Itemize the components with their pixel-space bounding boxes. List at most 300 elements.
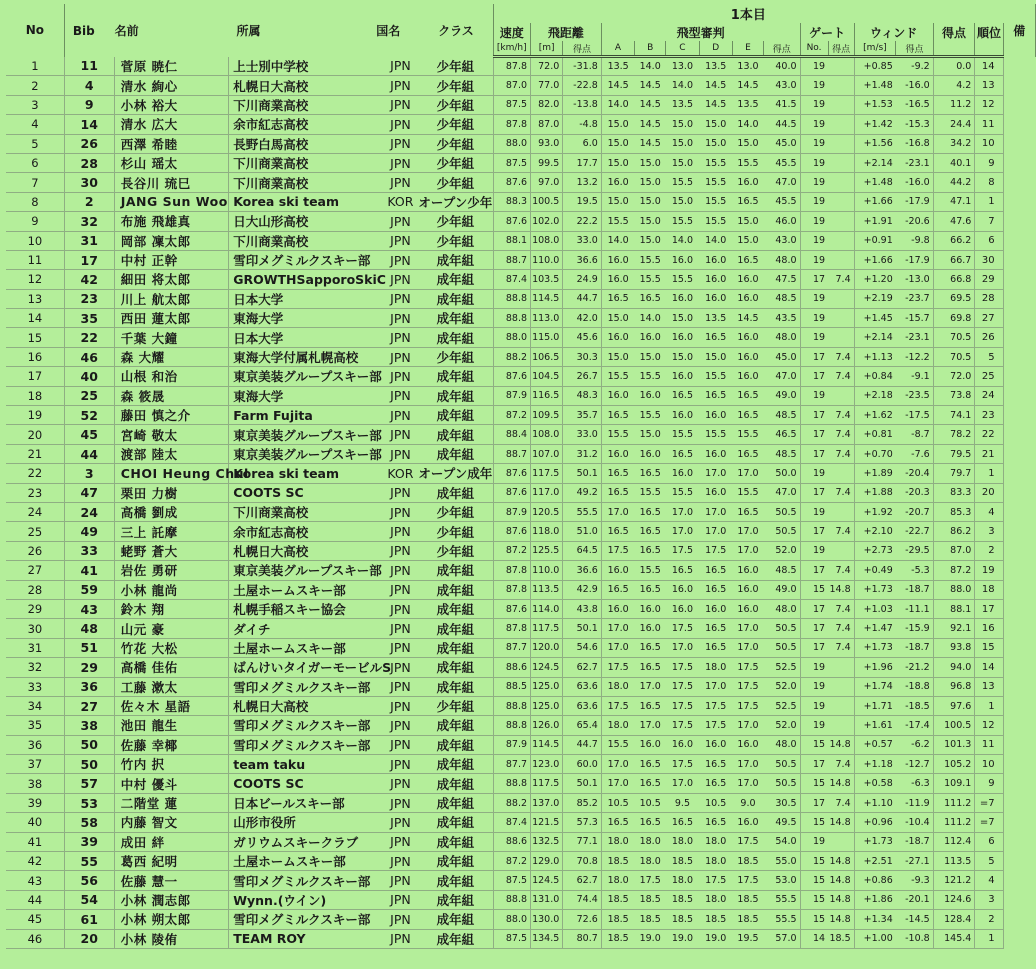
athlete-nation: JPN <box>383 735 418 754</box>
row-no: 44 <box>6 890 64 909</box>
athlete-class: 少年組 <box>418 696 493 715</box>
wind-speed: +1.96 <box>854 658 896 677</box>
speed-value: 88.1 <box>493 231 530 250</box>
gate-number: 19 <box>800 173 828 192</box>
row-no: 5 <box>6 134 64 153</box>
gate-number: 19 <box>800 541 828 560</box>
judge-points: 52.5 <box>764 658 800 677</box>
judge-points: 50.5 <box>764 619 800 638</box>
judge-c-score: 17.5 <box>666 658 699 677</box>
table-row <box>6 561 1036 580</box>
athlete-name: 杉山 瑶太 <box>114 153 228 172</box>
athlete-nation: JPN <box>383 793 418 812</box>
judge-a-score: 15.0 <box>601 347 634 366</box>
judge-points: 48.5 <box>764 444 800 463</box>
wind-points: -18.5 <box>896 696 933 715</box>
speed-value: 87.6 <box>493 599 530 618</box>
judge-d-score: 18.5 <box>699 910 732 929</box>
total-points: 93.8 <box>933 638 975 657</box>
total-points: 121.2 <box>933 871 975 890</box>
rank-value: 13 <box>975 677 1003 696</box>
athlete-class: 成年組 <box>418 793 493 812</box>
wind-speed: +1.47 <box>854 619 896 638</box>
judge-points: 53.0 <box>764 871 800 890</box>
judge-c-score: 15.0 <box>666 309 699 328</box>
table-header <box>6 4 1036 57</box>
judge-points: 43.5 <box>764 309 800 328</box>
wind-speed: +1.10 <box>854 793 896 812</box>
judge-c-score: 16.0 <box>666 599 699 618</box>
judge-c-score: 15.5 <box>666 425 699 444</box>
wind-points: -20.1 <box>896 890 933 909</box>
judge-d-score: 18.0 <box>699 890 732 909</box>
athlete-class: 成年組 <box>418 599 493 618</box>
judge-points: 43.0 <box>764 76 800 95</box>
judge-a-score: 13.5 <box>601 57 634 76</box>
rank-value: 1 <box>975 696 1003 715</box>
athlete-nation: JPN <box>383 716 418 735</box>
distance-value: 124.5 <box>531 871 563 890</box>
athlete-affiliation: 札幌手稲スキー協会 <box>229 599 383 618</box>
row-bib: 29 <box>64 658 114 677</box>
gate-number: 15 <box>800 774 828 793</box>
distance-value: 108.0 <box>531 231 563 250</box>
distance-points: 74.4 <box>563 890 602 909</box>
row-bib: 53 <box>64 793 114 812</box>
gate-number: 19 <box>800 716 828 735</box>
athlete-class: 少年組 <box>418 347 493 366</box>
wind-points: -20.7 <box>896 502 933 521</box>
gate-number: 17 <box>800 638 828 657</box>
judge-e-score: 17.0 <box>732 464 763 483</box>
athlete-nation: JPN <box>383 289 418 308</box>
table-row <box>6 250 1036 269</box>
judge-d-score: 15.5 <box>699 212 732 231</box>
judge-e-score: 16.5 <box>732 386 763 405</box>
rank-value: 13 <box>975 76 1003 95</box>
gate-number: 15 <box>800 580 828 599</box>
table-row <box>6 115 1036 134</box>
table-row <box>6 76 1036 95</box>
distance-points: 26.7 <box>563 367 602 386</box>
distance-value: 102.0 <box>531 212 563 231</box>
judge-d-score: 16.0 <box>699 406 732 425</box>
wind-speed: +1.13 <box>854 347 896 366</box>
table-row <box>6 677 1036 696</box>
gate-points: 18.5 <box>828 929 854 948</box>
total-points: 88.1 <box>933 599 975 618</box>
athlete-nation: JPN <box>383 231 418 250</box>
gate-number: 15 <box>800 910 828 929</box>
distance-points: 80.7 <box>563 929 602 948</box>
distance-value: 113.0 <box>531 309 563 328</box>
gate-points <box>828 153 854 172</box>
judge-points: 48.0 <box>764 599 800 618</box>
wind-points: -5.3 <box>896 561 933 580</box>
row-no: 25 <box>6 522 64 541</box>
athlete-nation: JPN <box>383 328 418 347</box>
wind-speed: +0.58 <box>854 774 896 793</box>
table-row <box>6 502 1036 521</box>
judge-b-score: 10.5 <box>635 793 666 812</box>
judge-d-score: 16.0 <box>699 289 732 308</box>
gate-points <box>828 76 854 95</box>
wind-points: -13.0 <box>896 270 933 289</box>
table-row <box>6 95 1036 114</box>
judge-c-score: 15.0 <box>666 153 699 172</box>
row-bib: 46 <box>64 347 114 366</box>
judge-c-score: 15.5 <box>666 270 699 289</box>
judge-e-score: 9.0 <box>732 793 763 812</box>
speed-value: 88.7 <box>493 250 530 269</box>
total-points: 73.8 <box>933 386 975 405</box>
athlete-nation: JPN <box>383 309 418 328</box>
athlete-nation: JPN <box>383 347 418 366</box>
judge-a-score: 15.0 <box>601 134 634 153</box>
row-no: 34 <box>6 696 64 715</box>
gate-points: 7.4 <box>828 270 854 289</box>
judge-b-score: 18.0 <box>635 832 666 851</box>
judge-points: 40.0 <box>764 57 800 76</box>
speed-value: 87.2 <box>493 541 530 560</box>
athlete-nation: JPN <box>383 367 418 386</box>
speed-value: 88.3 <box>493 192 530 211</box>
wind-speed: +1.34 <box>854 910 896 929</box>
header-round-title: 1本目 <box>730 8 766 23</box>
judge-b-score: 15.0 <box>635 212 666 231</box>
row-no: 10 <box>6 231 64 250</box>
gate-points <box>828 212 854 231</box>
judge-b-score: 15.0 <box>635 425 666 444</box>
total-points: 86.2 <box>933 522 975 541</box>
header-rank-blank <box>975 41 1003 57</box>
distance-value: 113.5 <box>531 580 563 599</box>
distance-value: 117.5 <box>531 774 563 793</box>
row-no: 22 <box>6 464 64 483</box>
athlete-affiliation: 日本大学 <box>229 289 383 308</box>
table-row <box>6 852 1036 871</box>
athlete-name: 森 筱晟 <box>114 386 228 405</box>
distance-points: 70.8 <box>563 852 602 871</box>
total-points: 70.5 <box>933 328 975 347</box>
gate-points <box>828 658 854 677</box>
table-row <box>6 658 1036 677</box>
row-no: 28 <box>6 580 64 599</box>
wind-speed: +1.66 <box>854 250 896 269</box>
athlete-class: 成年組 <box>418 832 493 851</box>
header-speed: 速度 <box>493 23 530 41</box>
rank-value: 2 <box>975 910 1003 929</box>
distance-points: 24.9 <box>563 270 602 289</box>
judge-c-score: 16.5 <box>666 813 699 832</box>
row-bib: 48 <box>64 619 114 638</box>
wind-speed: +1.62 <box>854 406 896 425</box>
judge-points: 48.5 <box>764 561 800 580</box>
judge-a-score: 17.0 <box>601 774 634 793</box>
athlete-class: 成年組 <box>418 929 493 948</box>
judge-d-score: 16.5 <box>699 755 732 774</box>
athlete-nation: JPN <box>383 57 418 76</box>
judge-e-score: 19.5 <box>732 929 763 948</box>
judge-e-score: 18.5 <box>732 852 763 871</box>
judge-points: 44.5 <box>764 115 800 134</box>
speed-value: 88.6 <box>493 832 530 851</box>
gate-number: 15 <box>800 890 828 909</box>
judge-b-score: 16.0 <box>635 386 666 405</box>
speed-value: 87.8 <box>493 561 530 580</box>
row-no: 20 <box>6 425 64 444</box>
table-row <box>6 735 1036 754</box>
wind-points: -10.4 <box>896 813 933 832</box>
judge-b-score: 16.0 <box>635 444 666 463</box>
distance-value: 110.0 <box>531 250 563 269</box>
total-points: 100.5 <box>933 716 975 735</box>
row-bib: 39 <box>64 832 114 851</box>
gate-number: 19 <box>800 658 828 677</box>
judge-e-score: 16.5 <box>732 502 763 521</box>
athlete-class: 少年組 <box>418 134 493 153</box>
row-bib: 56 <box>64 871 114 890</box>
judge-e-score: 17.5 <box>732 871 763 890</box>
row-bib: 55 <box>64 852 114 871</box>
rank-value: 6 <box>975 832 1003 851</box>
wind-points: -17.9 <box>896 250 933 269</box>
distance-value: 125.5 <box>531 541 563 560</box>
judge-b-score: 15.5 <box>635 406 666 425</box>
judge-points: 43.0 <box>764 231 800 250</box>
judge-c-score: 17.5 <box>666 541 699 560</box>
table-row <box>6 716 1036 735</box>
row-no: 1 <box>6 57 64 76</box>
judge-e-score: 16.5 <box>732 406 763 425</box>
judge-e-score: 17.0 <box>732 522 763 541</box>
row-no: 13 <box>6 289 64 308</box>
judge-a-score: 16.0 <box>601 173 634 192</box>
row-no: 7 <box>6 173 64 192</box>
athlete-affiliation: GROWTHSapporoSkiC <box>229 270 383 289</box>
judge-e-score: 14.5 <box>732 76 763 95</box>
total-points: 111.2 <box>933 813 975 832</box>
row-bib: 50 <box>64 735 114 754</box>
distance-value: 87.0 <box>531 115 563 134</box>
judge-points: 30.5 <box>764 793 800 812</box>
rank-value: 11 <box>975 115 1003 134</box>
judge-e-score: 15.0 <box>732 231 763 250</box>
row-bib: 52 <box>64 406 114 425</box>
row-no: 46 <box>6 929 64 948</box>
judge-c-score: 16.0 <box>666 367 699 386</box>
athlete-name: 清水 広大 <box>114 115 228 134</box>
header-wind-unit: [m/s] <box>854 41 896 57</box>
athlete-nation: JPN <box>383 76 418 95</box>
rank-value: 2 <box>975 541 1003 560</box>
rank-value: 25 <box>975 367 1003 386</box>
table-row <box>6 406 1036 425</box>
wind-points: -23.1 <box>896 328 933 347</box>
judge-a-score: 16.5 <box>601 580 634 599</box>
distance-points: 33.0 <box>563 425 602 444</box>
judge-c-score: 16.5 <box>666 444 699 463</box>
judge-d-score: 19.0 <box>699 929 732 948</box>
athlete-affiliation: 日大山形高校 <box>229 212 383 231</box>
speed-value: 88.8 <box>493 890 530 909</box>
judge-e-score: 16.0 <box>732 173 763 192</box>
athlete-class: 成年組 <box>418 444 493 463</box>
row-bib: 49 <box>64 522 114 541</box>
judge-a-score: 16.0 <box>601 270 634 289</box>
table-row <box>6 425 1036 444</box>
judge-e-score: 15.5 <box>732 153 763 172</box>
wind-points: -12.7 <box>896 755 933 774</box>
gate-points: 14.8 <box>828 852 854 871</box>
athlete-class: 少年組 <box>418 153 493 172</box>
judge-points: 49.5 <box>764 813 800 832</box>
row-no: 41 <box>6 832 64 851</box>
gate-points: 14.8 <box>828 580 854 599</box>
table-row <box>6 522 1036 541</box>
athlete-affiliation: 余市紅志高校 <box>229 115 383 134</box>
judge-c-score: 16.0 <box>666 464 699 483</box>
judge-d-score: 18.0 <box>699 658 732 677</box>
wind-points: -9.2 <box>896 57 933 76</box>
wind-points: -16.8 <box>896 134 933 153</box>
judge-points: 47.0 <box>764 367 800 386</box>
distance-points: 42.0 <box>563 309 602 328</box>
judge-a-score: 16.5 <box>601 522 634 541</box>
distance-value: 120.0 <box>531 638 563 657</box>
athlete-class: 成年組 <box>418 309 493 328</box>
wind-speed: +1.18 <box>854 755 896 774</box>
wind-speed: +0.91 <box>854 231 896 250</box>
gate-points: 7.4 <box>828 793 854 812</box>
gate-points: 7.4 <box>828 522 854 541</box>
speed-value: 87.6 <box>493 464 530 483</box>
judge-b-score: 16.5 <box>635 774 666 793</box>
speed-value: 87.5 <box>493 871 530 890</box>
distance-points: -22.8 <box>563 76 602 95</box>
table-row <box>6 328 1036 347</box>
gate-number: 19 <box>800 134 828 153</box>
wind-speed: +0.81 <box>854 425 896 444</box>
distance-value: 108.0 <box>531 425 563 444</box>
row-no: 3 <box>6 95 64 114</box>
athlete-affiliation: 東京美装グループスキー部 <box>229 561 383 580</box>
judge-a-score: 15.5 <box>601 425 634 444</box>
athlete-nation: JPN <box>383 832 418 851</box>
wind-speed: +0.57 <box>854 735 896 754</box>
header-nation: 国名 <box>376 23 401 38</box>
judge-d-score: 18.0 <box>699 852 732 871</box>
wind-points: -20.4 <box>896 464 933 483</box>
judge-d-score: 16.5 <box>699 774 732 793</box>
athlete-class: 成年組 <box>418 774 493 793</box>
judge-d-score: 15.0 <box>699 115 732 134</box>
wind-speed: +2.51 <box>854 852 896 871</box>
row-bib: 43 <box>64 599 114 618</box>
header-judge-a: A <box>601 41 634 57</box>
distance-value: 77.0 <box>531 76 563 95</box>
judge-points: 45.0 <box>764 347 800 366</box>
athlete-affiliation: Korea ski team <box>229 192 383 211</box>
athlete-name: 栗田 力樹 <box>114 483 228 502</box>
judge-c-score: 15.0 <box>666 347 699 366</box>
speed-value: 87.5 <box>493 153 530 172</box>
rank-value: 5 <box>975 347 1003 366</box>
distance-points: 62.7 <box>563 658 602 677</box>
athlete-name: 中村 正幹 <box>114 250 228 269</box>
judge-a-score: 16.0 <box>601 599 634 618</box>
athlete-affiliation: 長野白馬高校 <box>229 134 383 153</box>
judge-c-score: 14.0 <box>666 76 699 95</box>
judge-d-score: 15.5 <box>699 173 732 192</box>
gate-points <box>828 716 854 735</box>
gate-number: 17 <box>800 483 828 502</box>
total-points: 145.4 <box>933 929 975 948</box>
rank-value: =7 <box>975 813 1003 832</box>
athlete-class: 少年組 <box>418 502 493 521</box>
speed-value: 88.8 <box>493 696 530 715</box>
athlete-class: 少年組 <box>418 173 493 192</box>
judge-e-score: 18.5 <box>732 890 763 909</box>
athlete-name: 高橋 劉成 <box>114 502 228 521</box>
rank-value: 6 <box>975 231 1003 250</box>
gate-points: 7.4 <box>828 638 854 657</box>
header-name: 名前 <box>114 23 139 38</box>
athlete-affiliation: COOTS SC <box>229 774 383 793</box>
gate-points <box>828 309 854 328</box>
judge-c-score: 18.5 <box>666 910 699 929</box>
judge-e-score: 16.5 <box>732 192 763 211</box>
athlete-name: 佐藤 幸椰 <box>114 735 228 754</box>
row-bib: 31 <box>64 231 114 250</box>
gate-points <box>828 328 854 347</box>
gate-points <box>828 832 854 851</box>
header-gate-no: No. <box>800 41 828 57</box>
speed-value: 87.0 <box>493 76 530 95</box>
judge-e-score: 17.0 <box>732 638 763 657</box>
wind-points: -11.1 <box>896 599 933 618</box>
judge-points: 50.5 <box>764 638 800 657</box>
athlete-class: 成年組 <box>418 910 493 929</box>
judge-a-score: 16.5 <box>601 464 634 483</box>
judge-b-score: 16.5 <box>635 541 666 560</box>
wind-speed: +1.00 <box>854 929 896 948</box>
table-row <box>6 541 1036 560</box>
row-bib: 9 <box>64 95 114 114</box>
judge-b-score: 16.5 <box>635 638 666 657</box>
athlete-name: 小林 潤志郎 <box>114 890 228 909</box>
gate-points: 14.8 <box>828 813 854 832</box>
athlete-class: 成年組 <box>418 677 493 696</box>
total-points: 79.5 <box>933 444 975 463</box>
gate-points: 14.8 <box>828 774 854 793</box>
gate-points <box>828 250 854 269</box>
gate-points <box>828 464 854 483</box>
athlete-class: 成年組 <box>418 735 493 754</box>
distance-value: 82.0 <box>531 95 563 114</box>
wind-points: -17.4 <box>896 716 933 735</box>
header-judge-points: 得点 <box>764 41 800 57</box>
table-row <box>6 464 1036 483</box>
row-no: 15 <box>6 328 64 347</box>
distance-points: 63.6 <box>563 677 602 696</box>
wind-speed: +1.71 <box>854 696 896 715</box>
judge-c-score: 17.0 <box>666 774 699 793</box>
wind-points: -6.3 <box>896 774 933 793</box>
athlete-nation: JPN <box>383 483 418 502</box>
header-gate-points: 得点 <box>828 41 854 57</box>
athlete-affiliation: 土屋ホームスキー部 <box>229 638 383 657</box>
